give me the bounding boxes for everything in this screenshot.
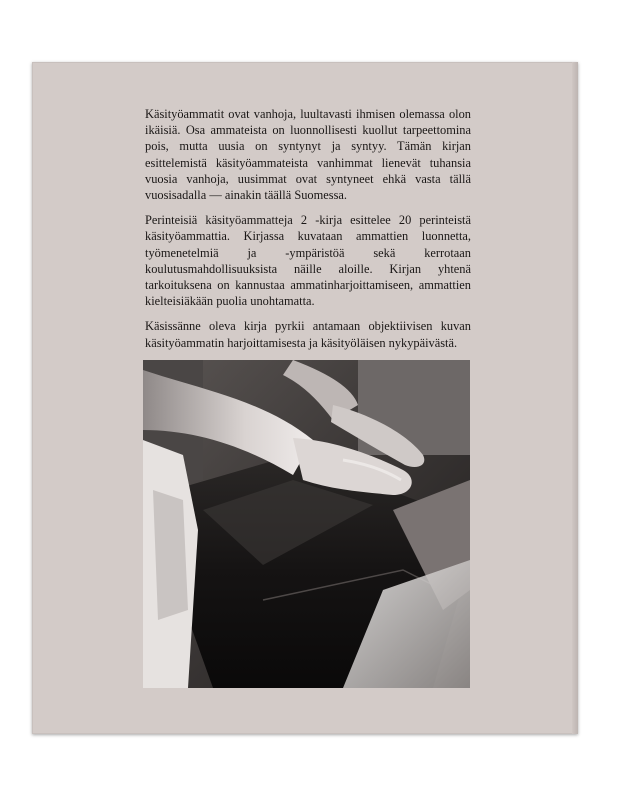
sleeve-fold — [153, 490, 188, 620]
hands-polishing-glass-photo — [143, 360, 470, 688]
cover-photo — [143, 360, 470, 688]
book-back-cover — [32, 62, 578, 734]
blurb-paragraph-2: Perinteisiä käsityöammatteja 2 -kirja esittelee 20 perinteistä käsityöammattia. Kirjassa kuvataan ammattien luonnetta, työmenetelmiä ja -ympäristöä sekä kerrotaan koulutusmahdollisuuksista näille aloille. Kirjan yhtenä tarkoituksena on kannustaa ammatinharjoittamiseen, ammattien kielteisiäkään puolia unohtamatta. — [145, 213, 471, 309]
blurb-paragraph-3: Käsissänne oleva kirja pyrkii antamaan objektiivisen kuvan käsityöammatin harjoittamisesta ja käsityöläisen nykypäivästä. — [145, 319, 471, 350]
blurb-text — [145, 106, 471, 360]
blurb-paragraph-1: Käsityöammatit ovat vanhoja, luultavasti ihmisen olemassa olon ikäisiä. Osa ammateista on luonnollisesti kuollut tarpeettomina pois, mutta uusia on syntynyt ja syntyy. Tämän kirjan esittelemistä käsityöammateista vanhimmat lienevät tuhansia vuosia vanhoja, uusimmat ovat syntyneet ehkä vasta tällä vuosisadalla — ainakin täällä Suomessa. — [145, 107, 471, 203]
cover-edge — [572, 62, 578, 734]
